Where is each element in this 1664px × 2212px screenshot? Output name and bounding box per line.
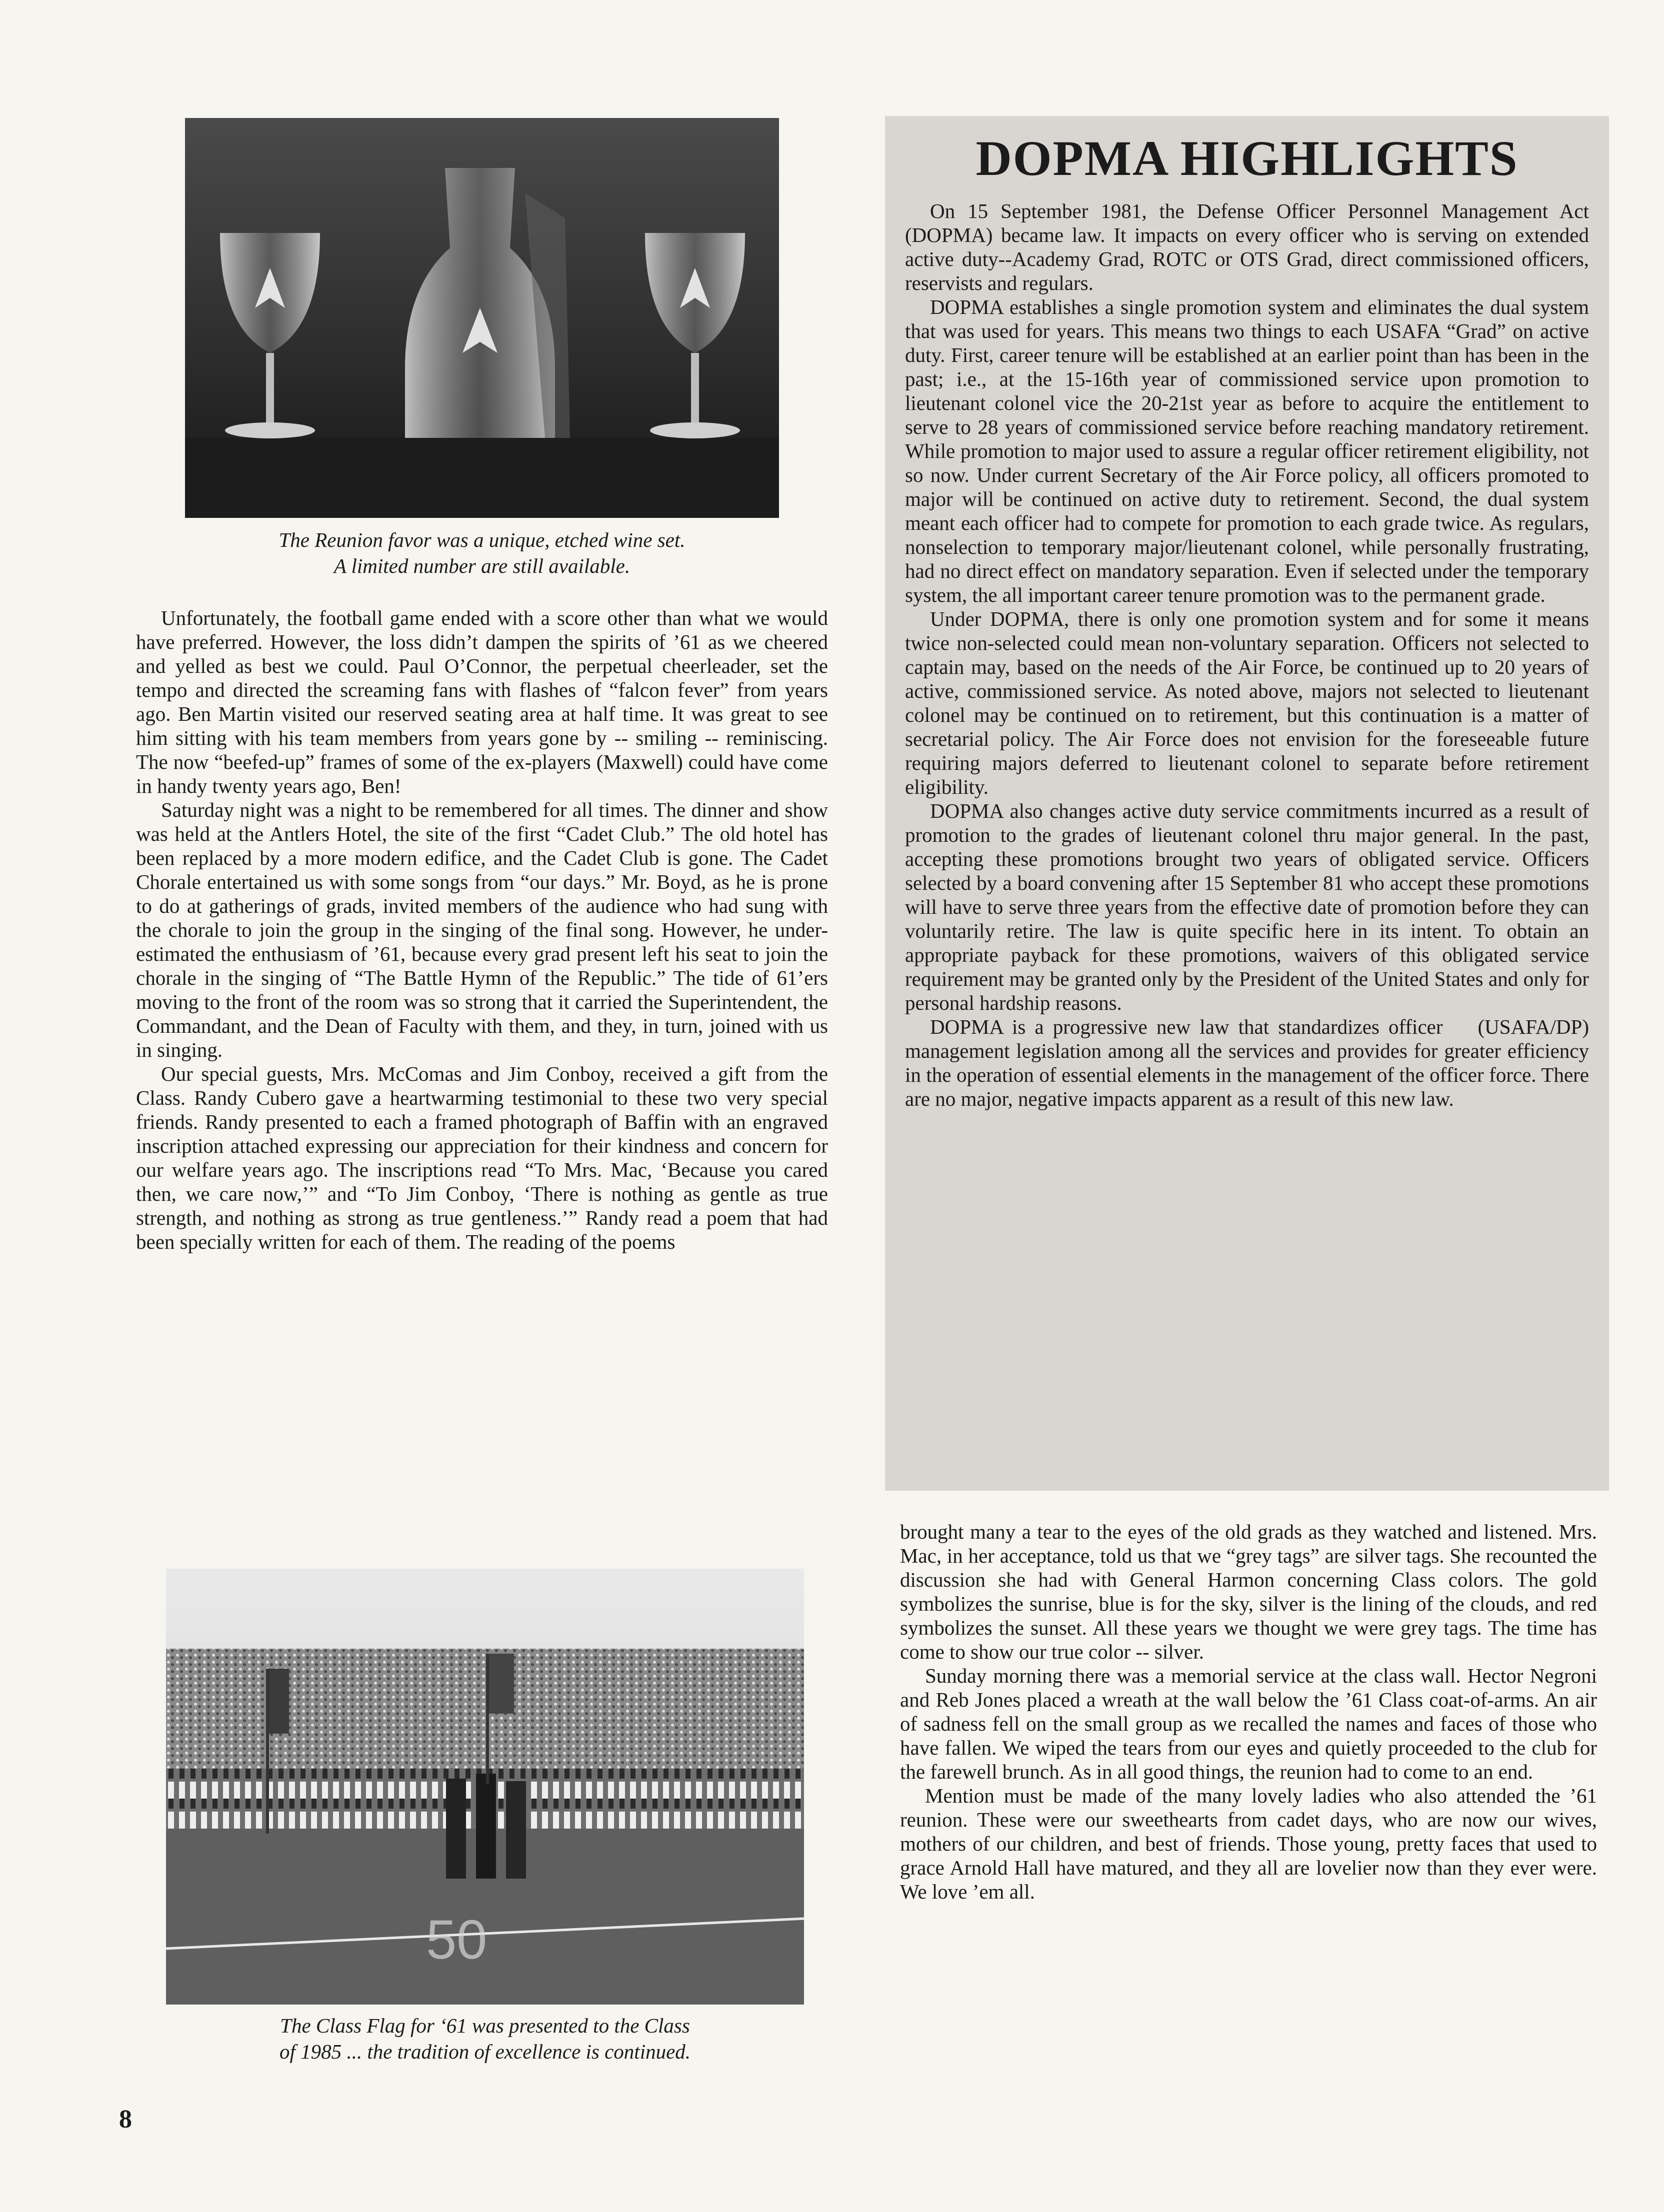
wine-set-caption-line1: The Reunion favor was a unique, etched wine set.	[278, 528, 686, 551]
sidebar-paragraph	[905, 1015, 1589, 1111]
left-column-text	[136, 606, 828, 1254]
right-paragraph: Sunday morning there was a memorial service at the class wall. Hector Negroni and Reb Jones placed a wreath at the wall below the ’61 Class coat-of-arms. An air of sadness fell on the small group as we recalled the names and faces of those who have fallen. We wiped the tears from our eyes and quietly proceeded to the club for the farewell brunch. As in all good things, the reunion had to come to an end.	[900, 1664, 1597, 1783]
right-column-text	[900, 1520, 1597, 1904]
left-paragraph: Saturday night was a night to be remembered for all times. The dinner and show was held at the Antlers Hotel, the site of the first “Cadet Club.” The old hotel has been replaced by a more modern edifice, and the Cadet Club is gone. The Cadet Chorale entertained us with some songs from “our days.” Mr. Boyd, as he is prone to do at gatherings of grads, invited members of the audience who had sung with the chorale to join the group in the singing of the final song. However, he under-estimated the enthusiasm of ’61, because every grad present left his seat to join the chorale in the singing of “The Battle Hymn of the Republic.” The tide of 61’ers moving to the front of the room was so strong that it carried the Superintendent, the Commandant, and the Dean of Faculty with them, and they, in turn, joined with us in singing.	[136, 798, 828, 1061]
class-flag-photo	[166, 1569, 804, 2005]
class-flag-caption-line1: The Class Flag for ‘61 was presented to the Class	[280, 2014, 690, 2037]
wine-set-caption	[185, 527, 779, 579]
class-flag-caption	[166, 2013, 804, 2065]
left-paragraph: Unfortunately, the football game ended with a score other than what we would have preferred. However, the loss didn’t dampen the spirits of ’61 as we cheered and yelled as best we could. Paul O’Connor, the perpetual cheerleader, set the tempo and directed the screaming fans with flashes of “falcon fever” from years ago. Ben Martin visited our reserved seating area at half time. It was great to see him sitting with his team members from years gone by -- smiling -- reminiscing. The now “beefed-up” frames of some of the ex-players (Maxwell) could have come in handy twenty years ago, Ben!	[136, 606, 828, 797]
left-paragraph: Our special guests, Mrs. McComas and Jim Conboy, received a gift from the Class. Randy Cubero gave a heartwarming testimonial to these two very special friends. Randy presented to each a framed photograph of Baffin with an engraved inscription attached expressing our appreciation for their kindness and concern for our welfare years ago. The inscriptions read “To Mrs. Mac, ‘Because you cared then, we care now,’” and “To Jim Conboy, ‘There is nothing as gentle as true strength, and nothing as strong as true gentleness.’” Randy read a poem that had been specially written for each of them. The reading of the poems	[136, 1062, 828, 1253]
class-flag-caption-line2: of 1985 ... the tradition of excellence is continued.	[279, 2040, 691, 2063]
svg-text:50: 50	[426, 1909, 488, 1971]
wine-set-photo	[185, 118, 779, 518]
sidebar-title: DOPMA HIGHLIGHTS	[976, 130, 1518, 186]
sidebar-paragraph: DOPMA establishes a single promotion system and eliminates the dual system that was used for years. This means two things to each USAFA “Grad” on active duty. First, career tenure will be established at an earlier point than has been in the past; i.e., at the 15-16th year of commissioned service upon promotion to lieutenant colonel vice the 20-21st year as before to acquire the entitlement to serve to 28 years of commissioned service before reaching mandatory retirement. While promotion to major used to assure a regular officer retirement eligibility, not so now. Under current Secretary of the Air Force policy, all officers promoted to major will be continued on active duty to retirement. Second, the dual system meant each officer had to compete for promotion to each grade twice. As regulars, nonselection to temporary major/lieutenant colonel, while personally frustrating, had no direct effect on mandatory separation. Even if selected under the temporary system, the all important career tenure promotion was to the permanent grade.	[905, 295, 1589, 606]
wine-set-caption-line2: A limited number are still available.	[334, 554, 630, 577]
sidebar-paragraph: On 15 September 1981, the Defense Officer Personnel Management Act (DOPMA) became law. It impacts on every officer who is serving on extended active duty--Academy Grad, ROTC or OTS Grad, direct commissioned officers, reservists and regulars.	[905, 199, 1589, 294]
sidebar-credit: (USAFA/DP)	[1478, 1015, 1589, 1038]
right-paragraph: Mention must be made of the many lovely ladies who also attended the ’61 reunion. These were our sweethearts from cadet days, who are now our wives, mothers of our children, and best of friends. Those young, pretty faces that used to grace Arnold Hall have matured, and they all are lovelier now than they ever were. We love ’em all.	[900, 1784, 1597, 1903]
dopma-sidebar	[885, 116, 1609, 1491]
sidebar-paragraph: DOPMA also changes active duty service commitments incurred as a result of promotion to the grades of lieutenant colonel thru major general. In the past, accepting these promotions brought two years of obligated service. Officers selected by a board convening after 15 September 81 who accept these promotions will have to serve three years from the effective date of promotion before they can voluntarily retire. The law is quite specific here in its intent. To obtain an appropriate payback for these promotions, waivers of this obligated service requirement may be granted only by the President of the United States and only for personal hardship reasons.	[905, 799, 1589, 1014]
right-paragraph: brought many a tear to the eyes of the old grads as they watched and listened. Mrs. Mac, in her acceptance, told us that we “grey tags” are silver tags. She recounted the discussion she had with General Harmon concerning Class colors. The gold symbolizes the sunrise, blue is for the sky, silver is the lining of the clouds, and red symbolizes the sunset. All these years we thought we were grey tags. The time has come to show our true color -- silver.	[900, 1520, 1597, 1663]
sidebar-last-paragraph: DOPMA is a progressive new law that standardizes officer management legislation among all the services and provides for greater efficiency in the operation of essential elements in the management of the officer force. There are no major, negative impacts apparent as a result of this new law.	[905, 1015, 1589, 1110]
sidebar-paragraph: Under DOPMA, there is only one promotion system and for some it means twice non-selected could mean non-voluntary separation. Officers not selected to captain may, based on the needs of the Air Force, be continued up to 20 years of active, commissioned service. As noted above, majors not selected to lieutenant colonel may be continued on to retirement, but this continuation is a matter of secretarial policy. The Air Force does not envision for the foreseeable future requiring majors deferred to lieutenant colonel to separate before retirement eligibility.	[905, 607, 1589, 798]
page-number: 8	[119, 2105, 132, 2134]
